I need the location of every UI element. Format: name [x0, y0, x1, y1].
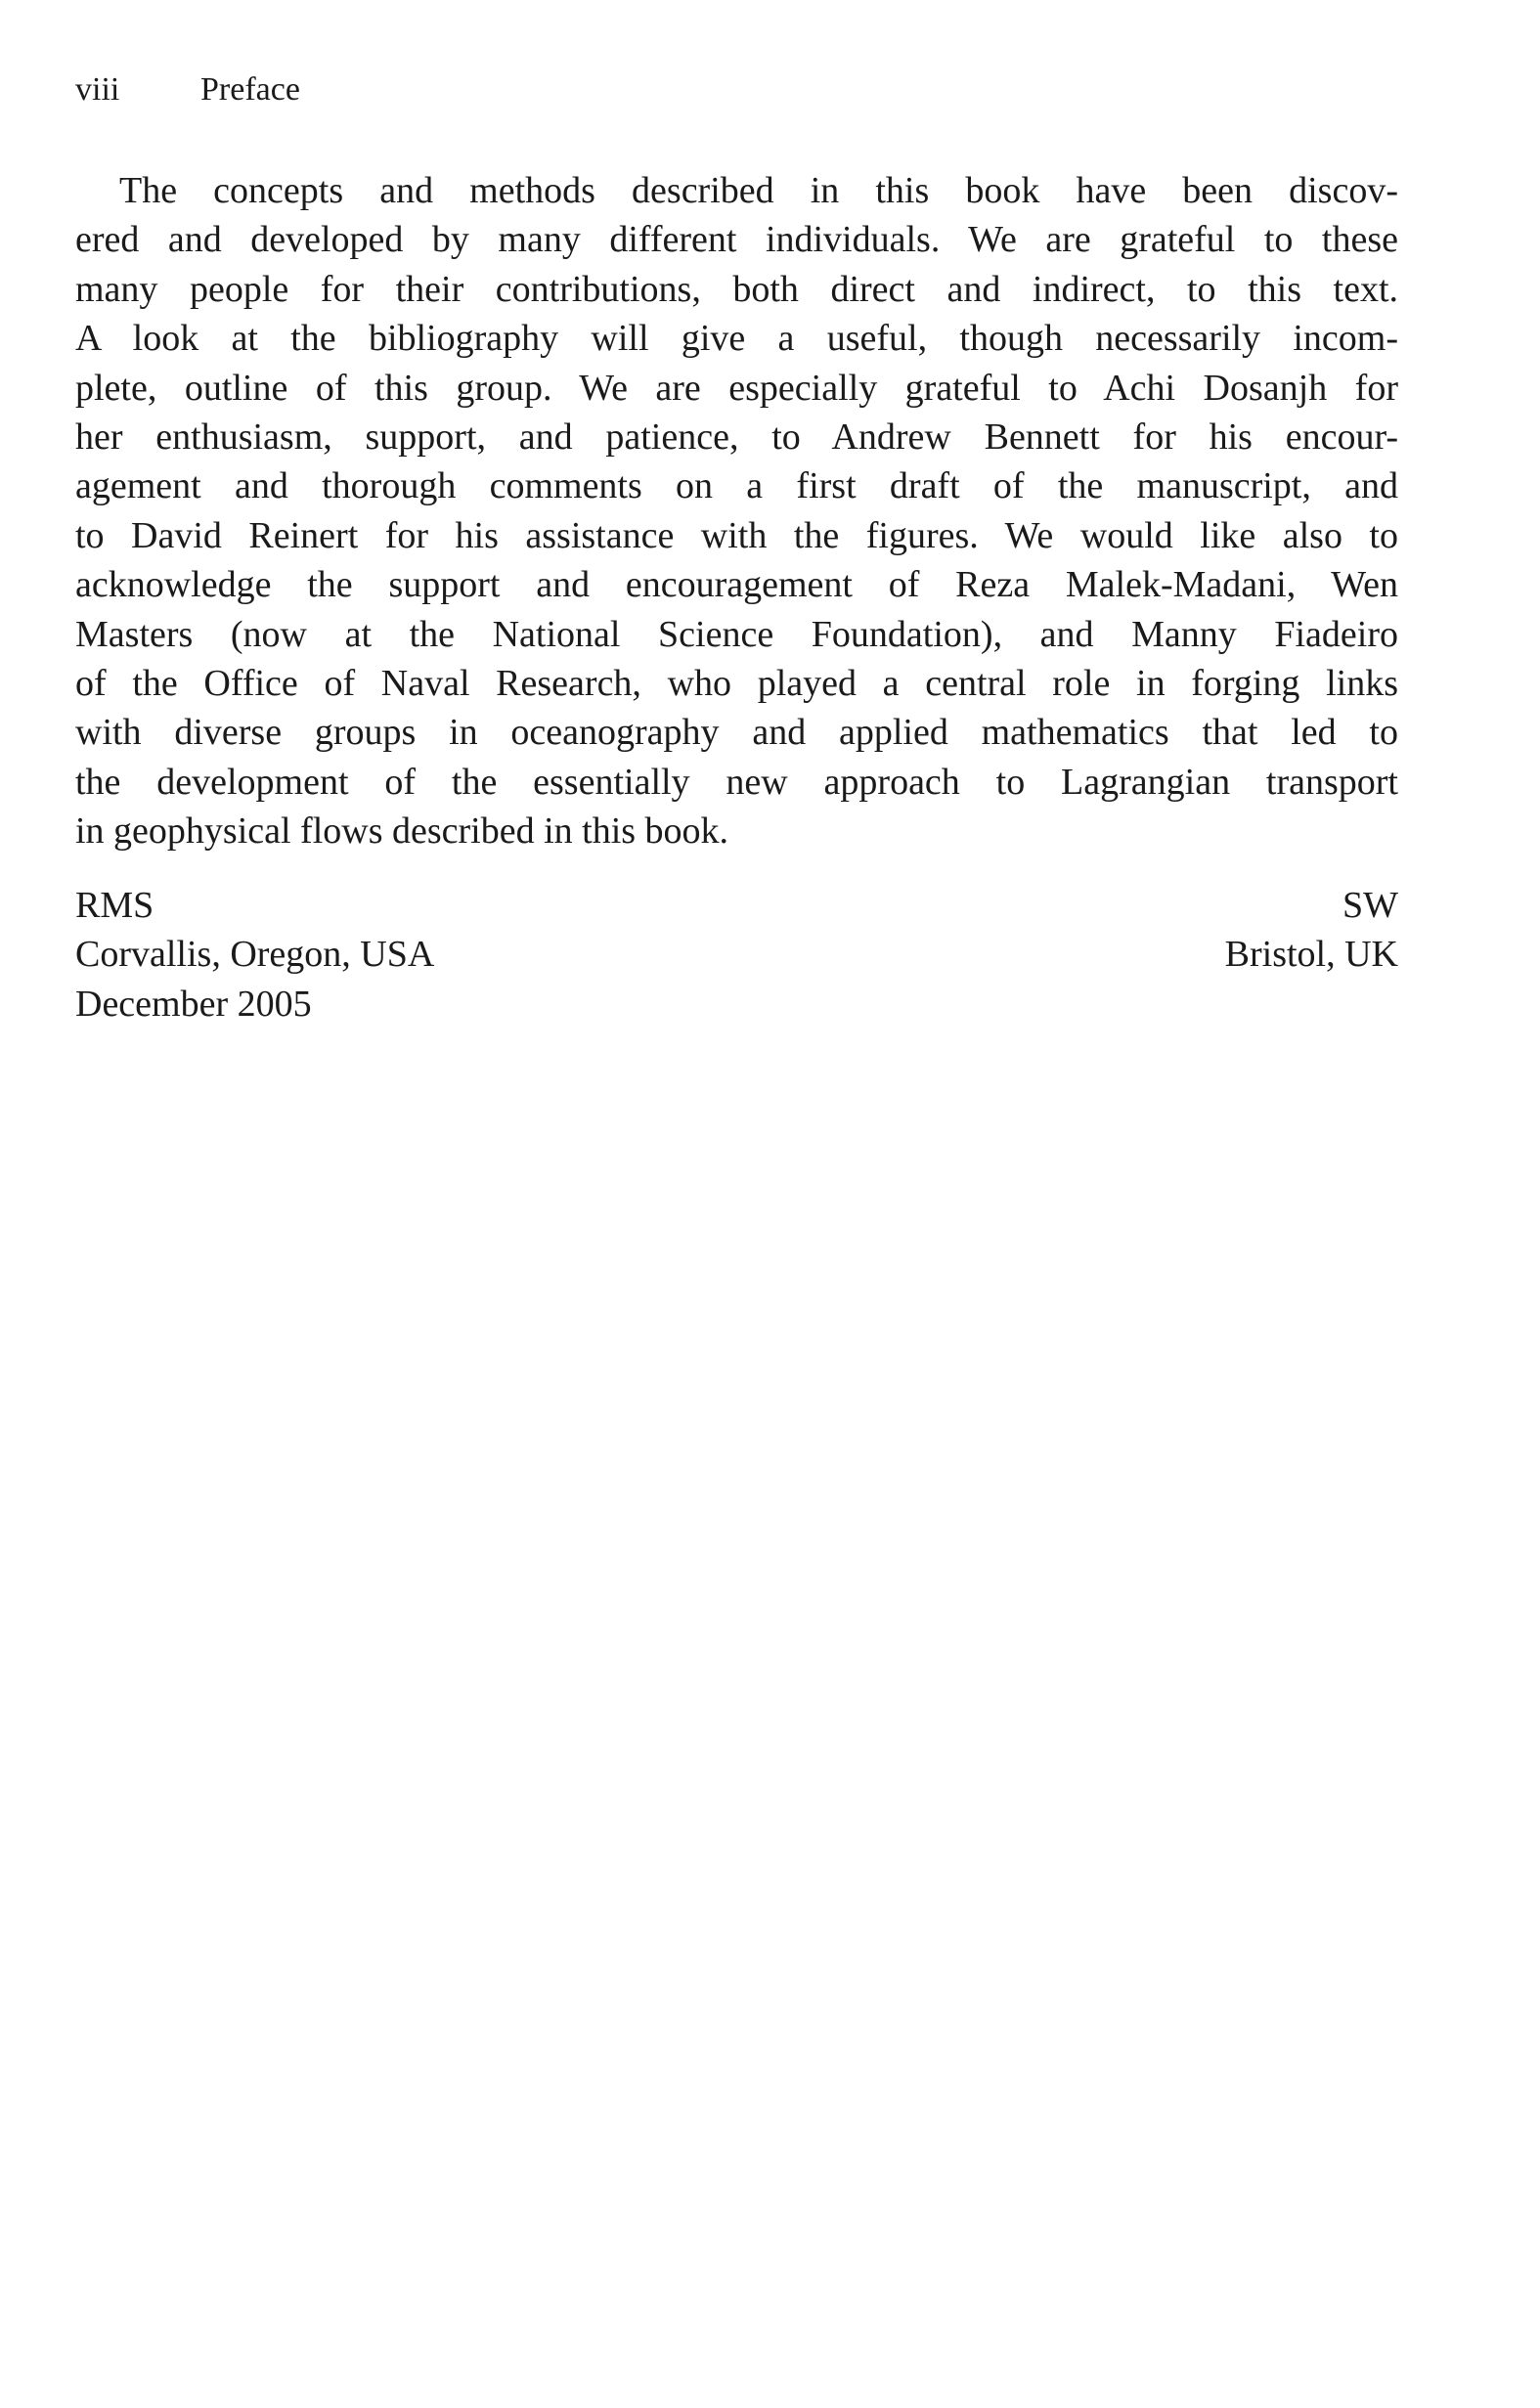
page-number: viii	[75, 71, 120, 108]
running-head	[75, 70, 300, 109]
right-author-location: Bristol, UK	[1224, 934, 1398, 976]
paragraph-line: with diverse groups in oceanography and applied mathematics that led to	[75, 712, 1398, 754]
left-author-location: Corvallis, Oregon, USA	[75, 934, 435, 976]
paragraph-line: acknowledge the support and encouragement of Reza Malek-Madani, Wen	[75, 564, 1398, 606]
paragraph-line: plete, outline of this group. We are especially grateful to Achi Dosanjh for	[75, 367, 1398, 409]
paragraph-line: to David Reinert for his assistance with the figures. We would like also to	[75, 514, 1398, 556]
left-author-initials: RMS	[75, 885, 154, 926]
paragraph-line: ered and developed by many different individuals. We are grateful to these	[75, 219, 1398, 261]
paragraph-line: of the Office of Naval Research, who played a central role in forging links	[75, 662, 1398, 704]
paragraph-line: agement and thorough comments on a first draft of the manuscript, and	[75, 465, 1398, 507]
signature-date: December 2005	[75, 983, 312, 1025]
signature-row-initials	[75, 881, 1398, 930]
paragraph-line: the development of the essentially new approach to Lagrangian transport	[75, 761, 1398, 803]
signature-row-location	[75, 930, 1398, 979]
signature-row-date	[75, 980, 1398, 1029]
paragraph-line: her enthusiasm, support, and patience, to Andrew Bennett for his encour-	[75, 416, 1398, 458]
paragraph-line: Masters (now at the National Science Foundation), and Manny Fiadeiro	[75, 613, 1398, 655]
signature-block	[75, 881, 1398, 1029]
paragraph-line: A look at the bibliography will give a useful, though necessarily incom-	[75, 318, 1398, 360]
preface-paragraph	[75, 166, 1398, 855]
paragraph-line: in geophysical flows described in this book.	[75, 810, 729, 853]
right-author-initials: SW	[1342, 885, 1398, 926]
section-title: Preface	[200, 71, 300, 108]
paragraph-line: many people for their contributions, both direct and indirect, to this text.	[75, 268, 1398, 310]
paragraph-line: The concepts and methods described in this book have been discov-	[119, 170, 1398, 211]
